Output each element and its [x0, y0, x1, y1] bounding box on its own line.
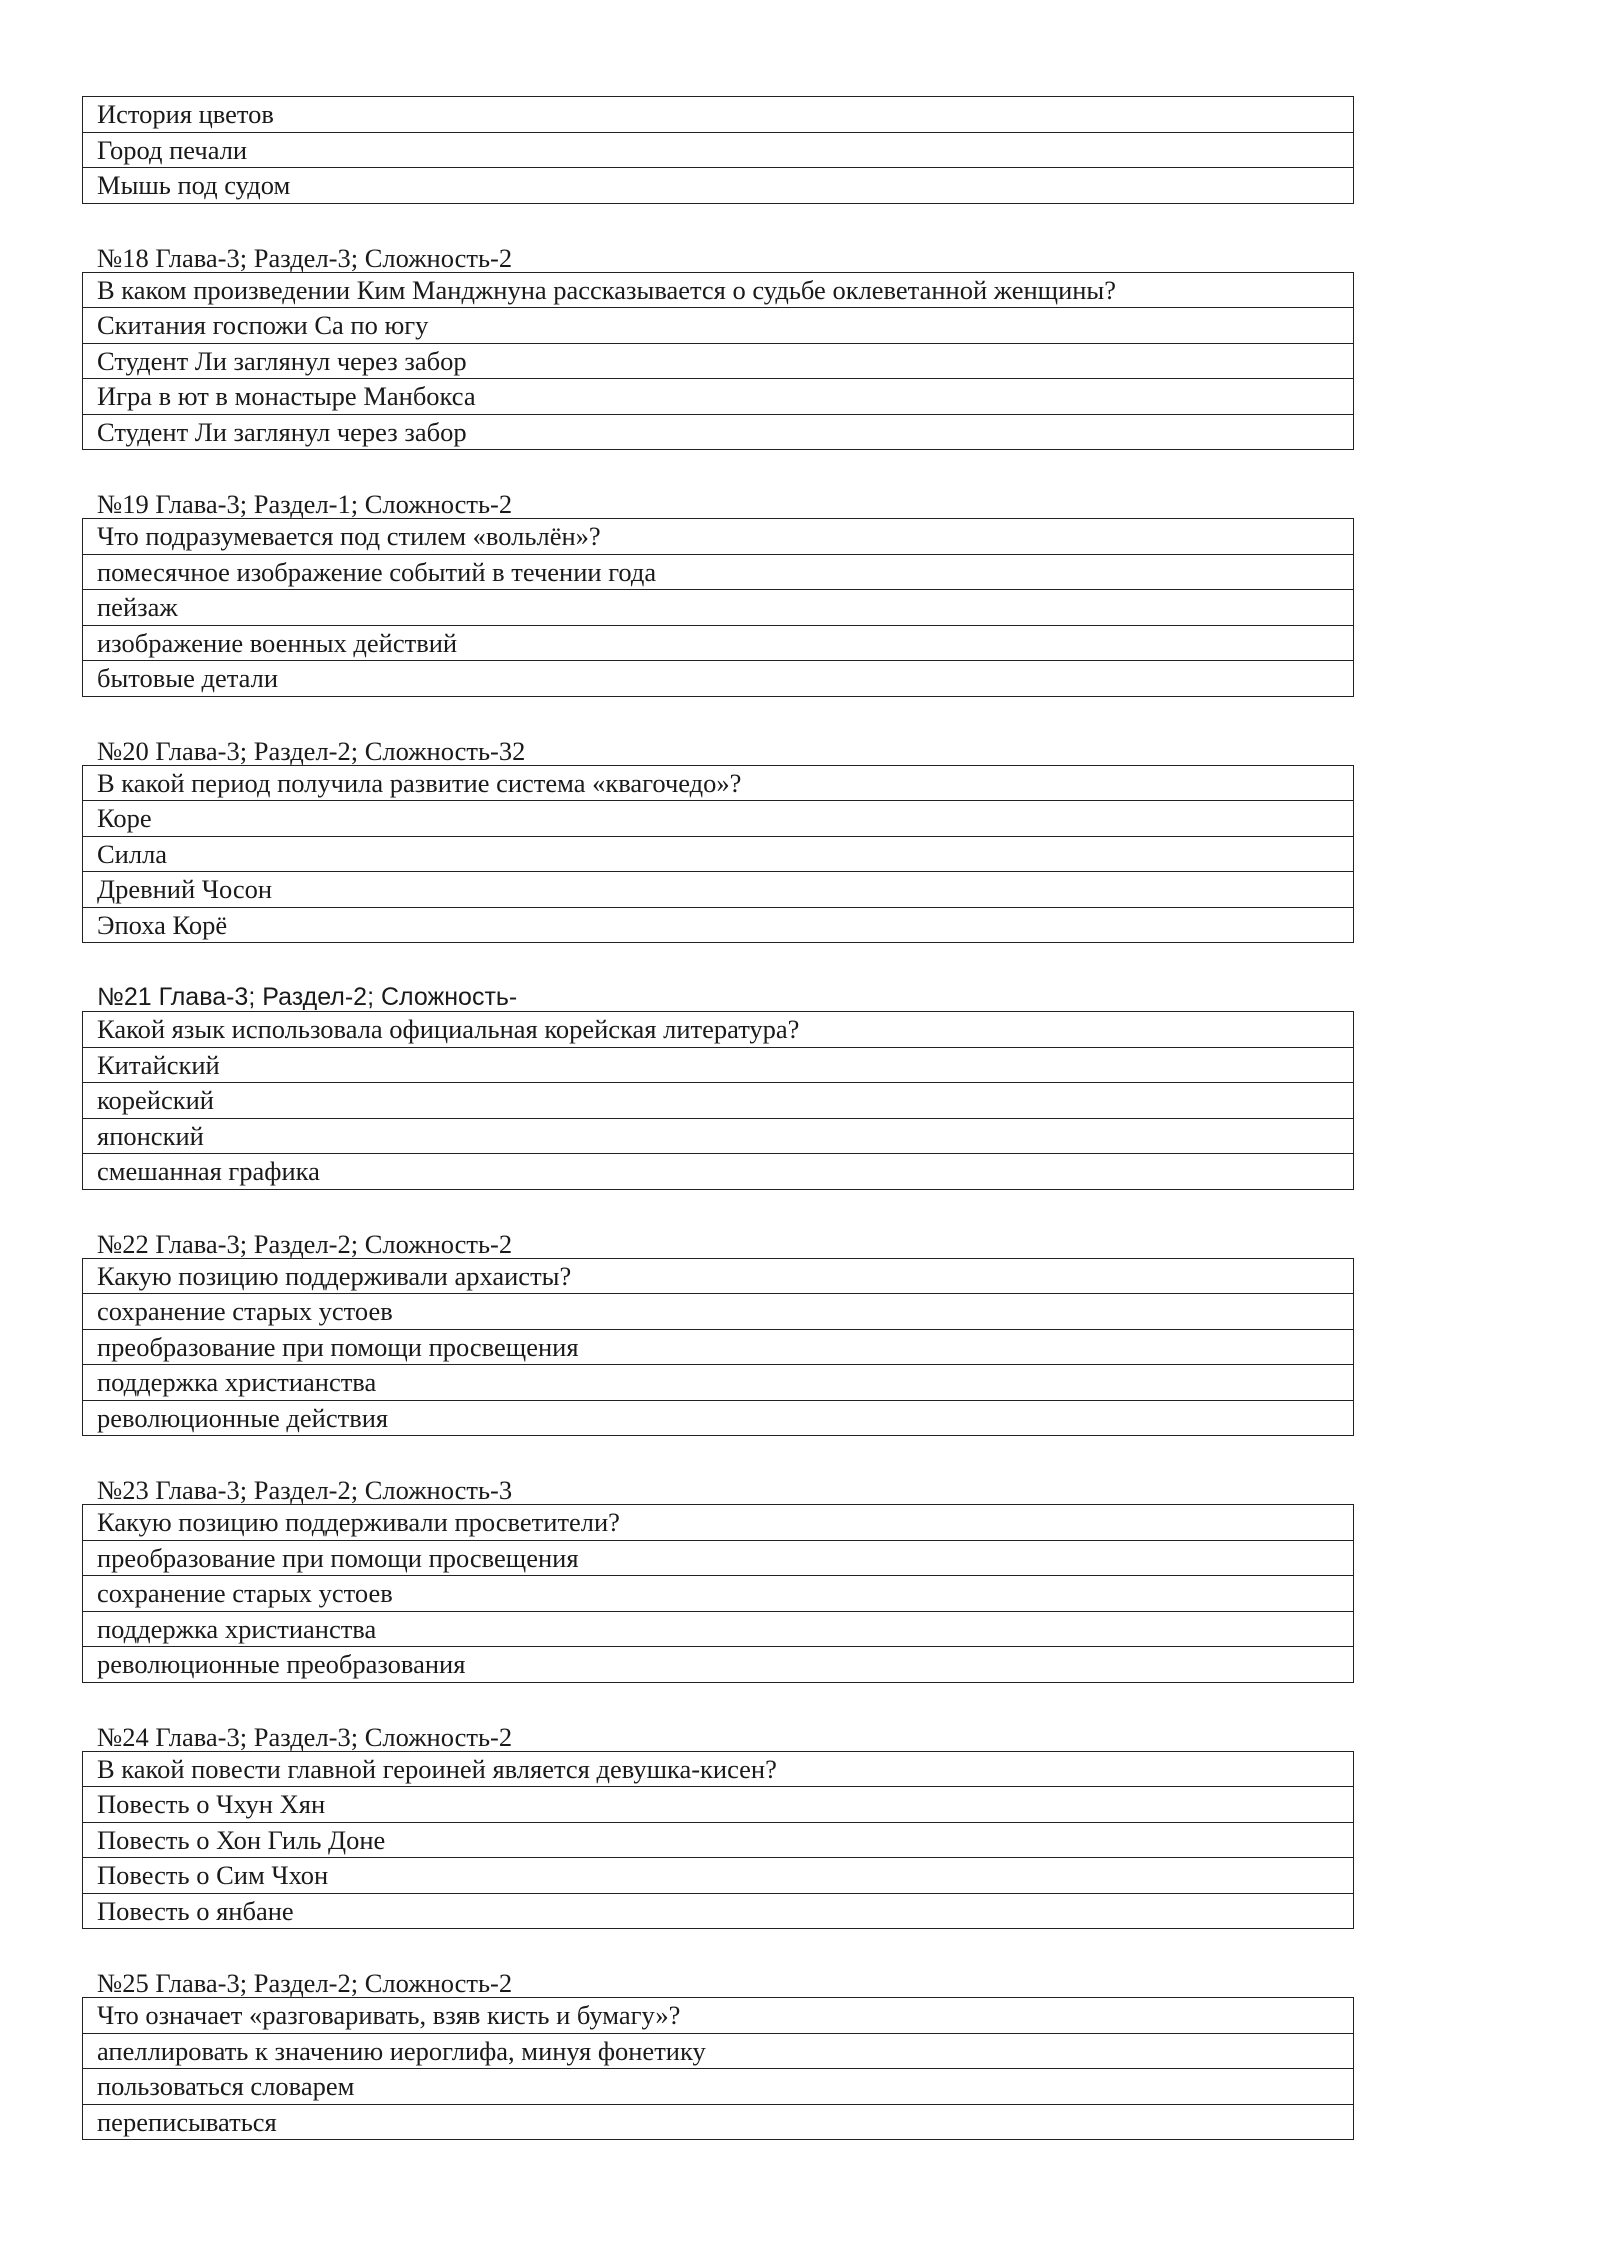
top-table	[82, 96, 1354, 204]
answer-option: корейский	[83, 1082, 1353, 1118]
answer-option: революционные действия	[83, 1400, 1353, 1436]
answer-option: бытовые детали	[83, 660, 1353, 696]
answer-option: пользоваться словарем	[83, 2068, 1353, 2104]
answer-option: Повесть о Хон Гиль Доне	[83, 1822, 1353, 1858]
question-heading: №22 Глава-3; Раздел-2; Сложность-2	[97, 1228, 513, 1259]
answer-option: апеллировать к значению иероглифа, минуя фонетику	[83, 2033, 1353, 2069]
answer-option: помесячное изображение событий в течении года	[83, 554, 1353, 590]
answer-option: революционные преобразования	[83, 1646, 1353, 1682]
question-heading: №23 Глава-3; Раздел-2; Сложность-3	[97, 1475, 513, 1505]
answer-option: преобразование при помощи просвещения	[83, 1540, 1353, 1576]
question-table	[82, 765, 1354, 944]
answer-option: преобразование при помощи просвещения	[83, 1329, 1353, 1365]
answer-option: Эпоха Корё	[83, 907, 1353, 943]
answer-option: японский	[83, 1118, 1353, 1154]
question-text: Какой язык использовала официальная корейская литература?	[97, 1014, 800, 1044]
answer-option: смешанная графика	[83, 1153, 1353, 1189]
table-row: Город печали	[83, 132, 1353, 168]
question-heading: №25 Глава-3; Раздел-2; Сложность-2	[97, 1968, 513, 1998]
answer-option: Повесть о янбане	[83, 1893, 1353, 1929]
question-table	[82, 1504, 1354, 1683]
answer-option: пейзаж	[83, 589, 1353, 625]
question-table	[82, 1258, 1354, 1437]
question-table	[82, 1751, 1354, 1930]
document-page	[82, 96, 1354, 2140]
question-table	[82, 518, 1354, 697]
question-heading: №18 Глава-3; Раздел-3; Сложность-2	[97, 242, 513, 273]
question-table	[82, 272, 1354, 451]
answer-option: Силла	[83, 836, 1353, 872]
answer-option: Древний Чосон	[83, 871, 1353, 907]
question-heading: №20 Глава-3; Раздел-2; Сложность-32	[97, 735, 526, 766]
answer-option: Повесть о Чхун Хян	[83, 1786, 1353, 1822]
question-table	[82, 1011, 1354, 1190]
answer-option: Китайский	[83, 1047, 1353, 1083]
question-table	[82, 1997, 1354, 2140]
question-text: Что означает «разговаривать, взяв кисть и бумагу»?	[97, 2000, 681, 2030]
question-text: Какую позицию поддерживали просветители?	[97, 1507, 620, 1537]
question-text: Какую позицию поддерживали архаисты?	[97, 1260, 572, 1291]
table-row: Мышь под судом	[83, 167, 1353, 203]
answer-option: сохранение старых устоев	[83, 1575, 1353, 1611]
question-heading: №24 Глава-3; Раздел-3; Сложность-2	[97, 1721, 513, 1752]
question-heading: №19 Глава-3; Раздел-1; Сложность-2	[97, 489, 513, 519]
answer-option: сохранение старых устоев	[83, 1293, 1353, 1329]
question-heading: №21 Глава-3; Раздел-2; Сложность-	[97, 983, 518, 1011]
answer-option: Игра в ют в монастыре Манбокса	[83, 378, 1353, 414]
question-text: В каком произведении Ким Манджнуна рассказывается о судьбе оклеветанной женщины?	[97, 274, 1116, 305]
answer-option: Студент Ли заглянул через забор	[83, 343, 1353, 379]
answer-option: поддержка христианства	[83, 1611, 1353, 1647]
question-text: В какой период получила развитие система «квагочедо»?	[97, 767, 742, 798]
answer-option: Коре	[83, 800, 1353, 836]
answer-option: переписываться	[83, 2104, 1353, 2140]
answer-option: поддержка христианства	[83, 1364, 1353, 1400]
question-text: Что подразумевается под стилем «вольлён»?	[97, 521, 601, 551]
answer-option: Повесть о Сим Чхон	[83, 1857, 1353, 1893]
question-text: В какой повести главной героиней является девушка-кисен?	[97, 1753, 777, 1784]
table-row: История цветов	[97, 99, 274, 129]
answer-option: Скитания госпожи Са по югу	[83, 307, 1353, 343]
answer-option: Студент Ли заглянул через забор	[83, 414, 1353, 450]
answer-option: изображение военных действий	[83, 625, 1353, 661]
